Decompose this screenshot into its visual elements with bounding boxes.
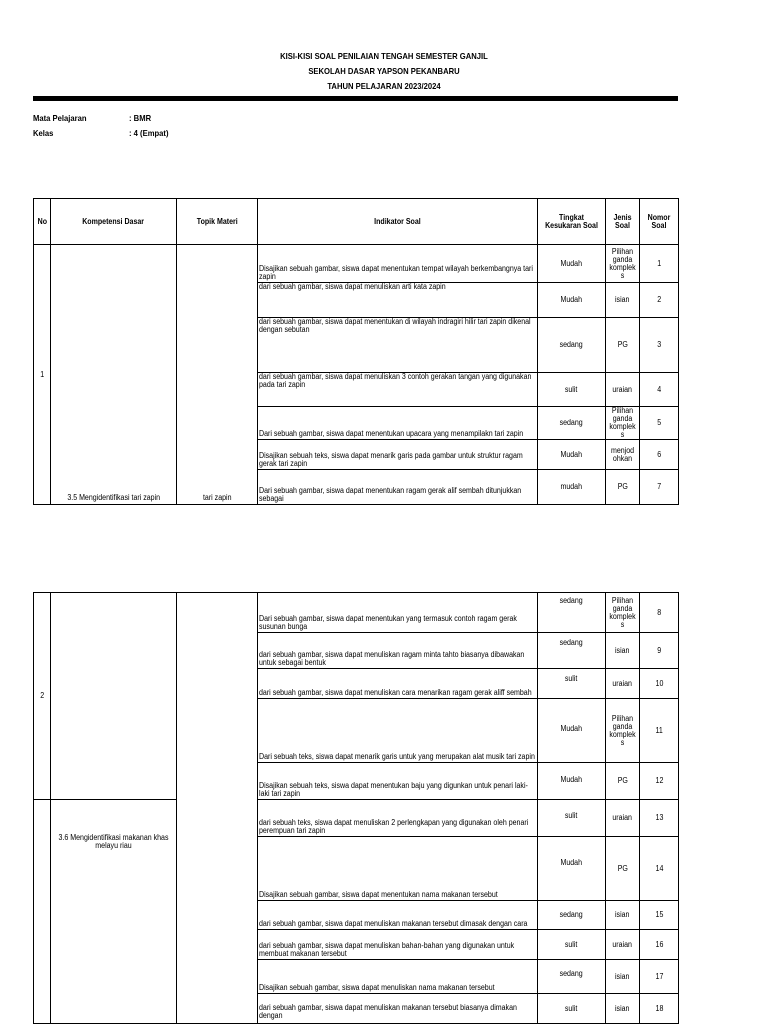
- col-topik-materi: Topik Materi: [177, 199, 258, 245]
- nomor: 10: [640, 669, 679, 699]
- topik-materi: tari zapin: [177, 245, 258, 505]
- indikator: Disajikan sebuah teks, siswa dapat menarik garis pada gambar untuk struktur ragam gerak tari zapin: [258, 440, 538, 470]
- topik-materi-blank: [177, 593, 258, 1024]
- kisi-table-2: [33, 592, 679, 1024]
- tingkat: mudah: [538, 470, 606, 505]
- jenis: Pilihan ganda komplek s: [606, 699, 640, 763]
- tingkat: sulit: [538, 373, 606, 407]
- nomor: 3: [640, 318, 679, 373]
- class-value: : 4 (Empat): [129, 128, 169, 138]
- class-label: Kelas: [33, 128, 54, 138]
- nomor: 1: [640, 245, 679, 283]
- tingkat: Mudah: [538, 440, 606, 470]
- indikator: Disajikan sebuah teks, siswa dapat menentukan baju yang digunkan untuk penari laki-laki tari zapin: [258, 763, 538, 800]
- jenis: isian: [606, 960, 640, 994]
- col-tingkat-kesukaran: Tingkat Kesukaran Soal: [538, 199, 606, 245]
- table-row: [34, 800, 679, 837]
- kisi-table-1: [33, 198, 679, 505]
- jenis: menjod ohkan: [606, 440, 640, 470]
- nomor: 4: [640, 373, 679, 407]
- nomor: 6: [640, 440, 679, 470]
- tingkat: sulit: [538, 800, 606, 837]
- tingkat: Mudah: [538, 763, 606, 800]
- nomor: 12: [640, 763, 679, 800]
- jenis: Pilihan ganda komplek s: [606, 245, 640, 283]
- tingkat: Mudah: [538, 245, 606, 283]
- nomor: 8: [640, 593, 679, 633]
- jenis: PG: [606, 837, 640, 901]
- indikator: dari sebuah gambar, siswa dapat menentukan di wilayah indragiri hilir tari zapin dikenal dengan sebutan: [258, 318, 538, 373]
- col-nomor-soal: Nomor Soal: [640, 199, 679, 245]
- tingkat: Mudah: [538, 837, 606, 901]
- nomor: 11: [640, 699, 679, 763]
- indikator: dari sebuah gambar, siswa dapat menuliskan ragam minta tahto biasanya dibawakan untuk sebagai bentuk: [258, 633, 538, 669]
- indikator: dari sebuah gambar, siswa dapat menuliskan cara menarikan ragam gerak aliff sembah: [258, 669, 538, 699]
- nomor: 13: [640, 800, 679, 837]
- nomor: 2: [640, 283, 679, 318]
- indikator: Dari sebuah gambar, siswa dapat menentukan yang termasuk contoh ragam gerak susunan bunga: [258, 593, 538, 633]
- jenis: PG: [606, 470, 640, 505]
- nomor: 15: [640, 901, 679, 930]
- indikator: Disajikan sebuah gambar, siswa dapat menentukan nama makanan tersebut: [258, 837, 538, 901]
- tingkat: sedang: [538, 901, 606, 930]
- jenis: PG: [606, 318, 640, 373]
- tingkat: sedang: [538, 960, 606, 994]
- nomor: 16: [640, 930, 679, 960]
- jenis: uraian: [606, 930, 640, 960]
- indikator: dari sebuah gambar, siswa dapat menuliskan arti kata zapin: [258, 283, 538, 318]
- col-kompetensi-dasar: Kompetensi Dasar: [51, 199, 177, 245]
- tingkat: sulit: [538, 930, 606, 960]
- nomor: 5: [640, 407, 679, 440]
- row-number-blank: [34, 800, 51, 1024]
- row-number: 2: [34, 593, 51, 800]
- kompetensi-dasar: 3.5 Mengidentifikasi tari zapin: [51, 245, 177, 505]
- subject-value: : BMR: [129, 113, 152, 123]
- tingkat: sedang: [538, 407, 606, 440]
- tingkat: sedang: [538, 593, 606, 633]
- jenis: uraian: [606, 669, 640, 699]
- indikator: dari sebuah teks, siswa dapat menuliskan 2 perlengkapan yang digunakan oleh penari perempuan tari zapin: [258, 800, 538, 837]
- subject-label: Mata Pelajaran: [33, 113, 87, 123]
- indikator: Dari sebuah teks, siswa dapat menarik garis untuk yang merupakan alat musik tari zapin: [258, 699, 538, 763]
- nomor: 9: [640, 633, 679, 669]
- nomor: 17: [640, 960, 679, 994]
- indikator: dari sebuah gambar, siswa dapat menuliskan makanan tersebut dimasak dengan cara: [258, 901, 538, 930]
- doc-title: KISI-KISI SOAL PENILAIAN TENGAH SEMESTER GANJIL: [280, 51, 488, 61]
- jenis: isian: [606, 283, 640, 318]
- jenis: Pilihan ganda komplek s: [606, 407, 640, 440]
- row-number: 1: [34, 245, 51, 505]
- indikator: dari sebuah gambar, siswa dapat menuliskan 3 contoh gerakan tangan yang digunakan pada tari zapin: [258, 373, 538, 407]
- tingkat: Mudah: [538, 283, 606, 318]
- tingkat: sulit: [538, 669, 606, 699]
- jenis: uraian: [606, 373, 640, 407]
- indikator: dari sebuah gambar, siswa dapat menuliskan bahan-bahan yang digunakan untuk membuat makanan tersebut: [258, 930, 538, 960]
- table-header-row: [34, 199, 679, 245]
- kompetensi-dasar: 3.6 Mengidentifikasi makanan khas melayu riau: [51, 800, 177, 1024]
- tingkat: sedang: [538, 318, 606, 373]
- jenis: PG: [606, 763, 640, 800]
- jenis: isian: [606, 901, 640, 930]
- indikator: dari sebuah gambar, siswa dapat menuliskan makanan tersebut biasanya dimakan dengan: [258, 994, 538, 1024]
- table-row: [34, 593, 679, 633]
- kompetensi-dasar-blank: [51, 593, 177, 800]
- col-no: No: [34, 199, 51, 245]
- header-rule: [33, 96, 678, 101]
- tingkat: sedang: [538, 633, 606, 669]
- jenis: isian: [606, 633, 640, 669]
- jenis: Pilihan ganda komplek s: [606, 593, 640, 633]
- jenis: uraian: [606, 800, 640, 837]
- jenis: isian: [606, 994, 640, 1024]
- nomor: 14: [640, 837, 679, 901]
- school-name: SEKOLAH DASAR YAPSON PEKANBARU: [308, 66, 460, 76]
- col-indikator-soal: Indikator Soal: [258, 199, 538, 245]
- indikator: Disajikan sebuah gambar, siswa dapat menentukan tempat wilayah berkembangnya tari zapin: [258, 245, 538, 283]
- table-row: [34, 245, 679, 283]
- tingkat: sulit: [538, 994, 606, 1024]
- nomor: 18: [640, 994, 679, 1024]
- academic-year: TAHUN PELAJARAN 2023/2024: [327, 81, 441, 91]
- indikator: Dari sebuah gambar, siswa dapat menentukan upacara yang menampilakn tari zapin: [258, 407, 538, 440]
- indikator: Dari sebuah gambar, siswa dapat menentukan ragam gerak alif sembah ditunjukkan sebagai: [258, 470, 538, 505]
- indikator: Disajikan sebuah gambar, siswa dapat menuliskan nama makanan tersebut: [258, 960, 538, 994]
- tingkat: Mudah: [538, 699, 606, 763]
- col-jenis-soal: Jenis Soal: [606, 199, 640, 245]
- nomor: 7: [640, 470, 679, 505]
